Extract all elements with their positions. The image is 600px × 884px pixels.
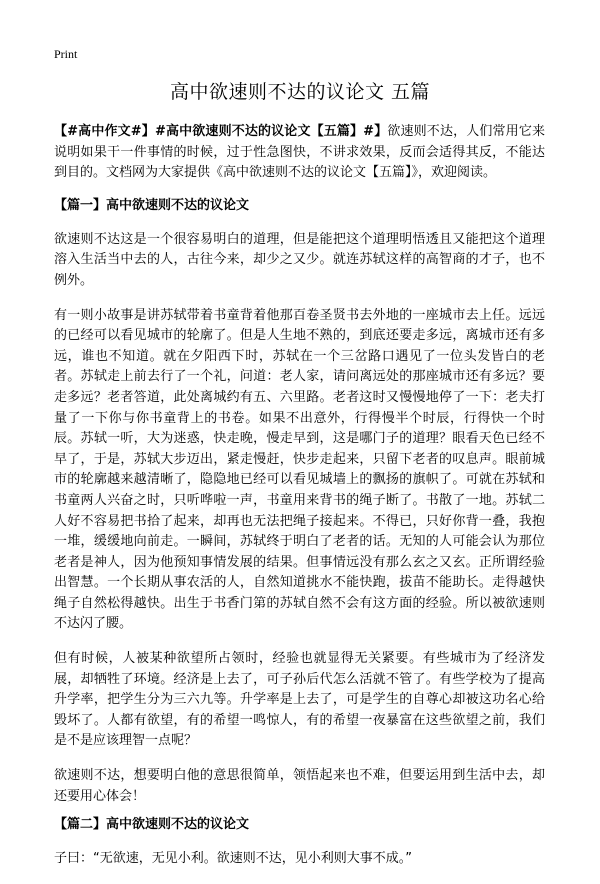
intro-text: 欲速则不达，人们常用它来说明如果干一件事情的时候，过于性急图快，不讲求效果，反而会适得其反，不能达到目的。文档网为大家提供《高中欲速则不达的议论文【五篇】》，欢迎阅读。 xyxy=(54,124,545,181)
section-2-paragraph-1: 子曰：“无欲速，无见小利。欲速则不达，见小利则大事不成。” xyxy=(54,851,412,867)
section-heading-2: 【篇二】高中欲速则不达的议论文 xyxy=(54,817,250,833)
intro-tag: 【#高中作文#】 xyxy=(54,124,155,139)
intro-paragraph xyxy=(54,122,545,184)
section-1-paragraph-1: 欲速则不达这是一个很容易明白的道理，但是能把这个道理明悟透且又能把这个道理溶入生活当中去的人，古往今来，却少之又少。就连苏轼这样的高智商的才子，也不例外。 xyxy=(54,231,545,288)
section-heading-1: 【篇一】高中欲速则不达的议论文 xyxy=(54,197,250,213)
section-1-paragraph-2: 有一则小故事是讲苏轼带着书童背着他那百卷圣贤书去外地的一座城市去上任。远远的已经可以看见城市的轮廓了。但是人生地不熟的，到底还要走多远，离城市还有多远，谁也不知道。就在夕阳西下时，苏轼在一个三岔路口遇见了一位头发皆白的老者。苏轼走上前去行了一个礼，问道：老人家，请问离远处的那座城市还有多远？要走多远？老者答道，此处离城约有五、六里路。老者这时又慢慢地停了一下：老夫打量了一下你与你书童背上的书卷。如果不出意外，行得慢半个时辰，行得快一个时辰。苏轼一听，大为迷惑，快走晚，慢走早到，这是哪门子的道理？眼看天色已经不早了，于是，苏轼大步迈出，紧走慢赶，快步走起来，只留下老者的叹息声。眼前城市的轮廓越来越清晰了，隐隐地已经可以看见城墙上的飘扬的旗帜了。可就在苏轼和书童两人兴奋之时，只听哗啦一声，书童用来背书的绳子断了。书散了一地。苏轼二人好不容易把书拾了起来，却再也无法把绳子接起来。不得已，只好你背一叠，我抱一堆，缓缓地向前走。一瞬间，苏轼终于明白了老者的话。无知的人可能会认为那位老者是神人，因为他预知事情发展的结果。但事情远没有那么玄之又玄。正所谓经验出智慧。一个长期从事农活的人，自然知道挑水不能快跑，拔苗不能助长。走得越快绳子自然松得越快。出生于书香门第的苏轼自然不会有这方面的经验。所以被欲速则不达闪了腰。 xyxy=(54,307,545,632)
document-title: 高中欲速则不达的议论文 五篇 xyxy=(169,81,431,103)
document-body xyxy=(54,122,545,884)
section-1-paragraph-3: 但有时候，人被某种欲望所占领时，经验也就显得无关紧要。有些城市为了经济发展，却牺牲了环境。经济是上去了，可子孙后代怎么活就不管了。有些学校为了提高升学率，把学生分为三六九等。升学率是上去了，可是学生的自尊心却被这功名心给毁坏了。人都有欲望，有的希望一鸣惊人，有的希望一夜暴富在这些欲望之前，我们是不是应该理智一点呢？ xyxy=(54,651,545,749)
print-link[interactable]: Print xyxy=(54,47,78,61)
intro-title-ref: #高中欲速则不达的议论文【五篇】#】 xyxy=(154,124,388,139)
section-1-paragraph-4: 欲速则不达，想要明白他的意思很简单，领悟起来也不难，但要运用到生活中去，却还要用心体会！ xyxy=(54,768,545,804)
